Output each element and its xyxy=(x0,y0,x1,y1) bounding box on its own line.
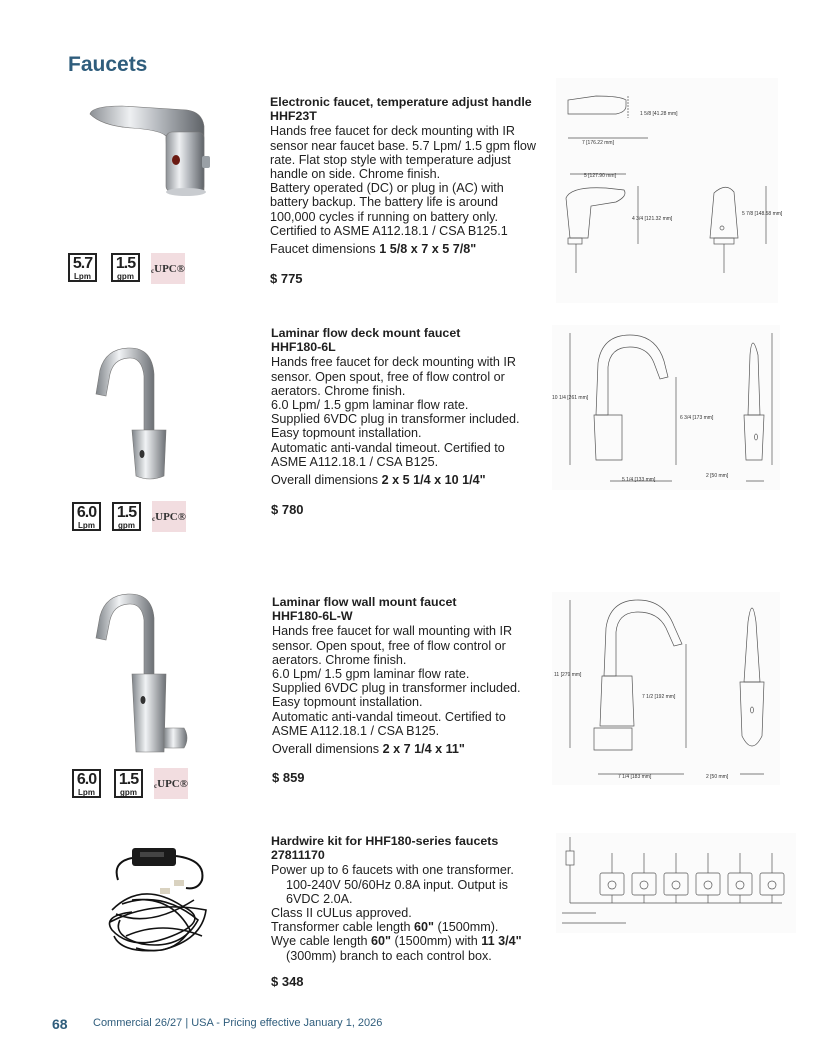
diagram-label: 11 [279 mm] xyxy=(554,672,582,678)
product-image-hhf180-6l-w xyxy=(86,588,196,760)
diagram-label: 7 [176.22 mm] xyxy=(582,140,614,146)
diagram-label: 5 1/4 [133 mm] xyxy=(622,477,656,483)
dimension-diagram-hhf180-6l xyxy=(552,325,780,490)
description-line: Class II cULus approved. xyxy=(271,906,412,921)
product-image-hardwire-kit xyxy=(102,840,214,960)
diagram-label: 10 1/4 [261 mm] xyxy=(552,395,589,401)
wye-cable-line: Wye cable length 60" (1500mm) with 11 3/4" xyxy=(271,934,522,949)
flow-rate-gpm-badge: 1.5 gpm xyxy=(111,253,140,282)
flow-rate-lpm-badge: 6.0 Lpm xyxy=(72,502,101,531)
description-line: 6VDC 2.0A. xyxy=(286,891,353,906)
wye-cable-line-2: (300mm) branch to each control box. xyxy=(286,948,492,963)
product-name: Laminar flow deck mount faucet xyxy=(271,326,461,340)
upc-cert-badge: c UPC® xyxy=(151,253,185,284)
flow-rate-lpm-badge: 5.7 Lpm xyxy=(68,253,97,282)
page-number: 68 xyxy=(52,1016,68,1032)
diagram-label: 2 [50 mm] xyxy=(706,774,729,780)
product-description: Hands free faucet for deck mounting with IR sensor near faucet base. 5.7 Lpm/ 1.5 gpm flow rate. Flat stop style with temperature adjust handle on side. Chrome finish. Battery operated (DC) or plug in (AC) with battery backup. The battery life is around 100,000 cycles if running on battery only. Certified to ASME A112.18.1 / CSA B125.1 xyxy=(270,124,537,238)
diagram-label: 6 3/4 [173 mm] xyxy=(680,415,714,421)
diagram-label: 2 [50 mm] xyxy=(706,473,729,479)
diagram-label: 7 1/2 [192 mm] xyxy=(642,694,676,700)
product-price: $ 859 xyxy=(272,770,305,785)
diagram-label: 4 3/4 [121.32 mm] xyxy=(632,216,673,222)
upc-cert-badge: c UPC® xyxy=(154,768,188,799)
description-line: 100-240V 50/60Hz 0.8A input. Output is xyxy=(286,877,508,892)
product-info-hhf23t xyxy=(270,95,560,256)
product-name: Hardwire kit for HHF180-series faucets xyxy=(271,834,499,848)
diagram-label: 1 5/8 [41.28 mm] xyxy=(640,111,678,117)
product-description: Hands free faucet for wall mounting with IR sensor. Open spout, free of flow control or aerators. Chrome finish. 6.0 Lpm/ 1.5 gpm laminar flow rate. Supplied 6VDC plug in transformer included. Easy topmount installation. Automatic anti-vandal timeout. Certified to ASME A112.18.1 / CSA B125. xyxy=(272,624,521,738)
flow-rate-gpm-badge: 1.5 gpm xyxy=(114,769,143,798)
product-model: 27811170 xyxy=(271,848,325,863)
product-info-hhf180-6l xyxy=(271,326,561,487)
flow-rate-lpm-badge: 6.0 Lpm xyxy=(72,769,101,798)
diagram-label: 7 1/4 [183 mm] xyxy=(618,774,652,780)
product-dimensions: Faucet dimensions 1 5/8 x 7 x 5 7/8" xyxy=(270,242,477,257)
flow-rate-gpm-badge: 1.5 gpm xyxy=(112,502,141,531)
product-name: Laminar flow wall mount faucet xyxy=(272,595,457,609)
upc-cert-badge: c UPC® xyxy=(152,501,186,532)
footer-text: Commercial 26/27 | USA - Pricing effective January 1, 2026 xyxy=(93,1017,383,1029)
product-dimensions: Overall dimensions 2 x 5 1/4 x 10 1/4" xyxy=(271,473,486,488)
diagram-label: 5 [127.90 mm] xyxy=(584,173,616,179)
product-model: HHF180-6L xyxy=(271,340,336,355)
wiring-diagram-hardwire-kit xyxy=(556,833,796,933)
product-image-hhf23t xyxy=(62,92,252,242)
product-price: $ 780 xyxy=(271,502,304,517)
page-title: Faucets xyxy=(68,53,148,76)
product-name: Electronic faucet, temperature adjust handle xyxy=(270,95,532,109)
product-info-hardwire-kit xyxy=(271,834,561,963)
product-price: $ 775 xyxy=(270,271,303,286)
diagram-label: 5 7/8 [148.58 mm] xyxy=(742,211,783,217)
product-image-hhf180-6l xyxy=(86,340,190,490)
product-model: HHF23T xyxy=(270,109,317,124)
product-info-hhf180-6l-w xyxy=(272,595,562,756)
product-description: Hands free faucet for deck mounting with IR sensor. Open spout, free of flow control or aerators. Chrome finish. 6.0 Lpm/ 1.5 gpm laminar flow rate. Supplied 6VDC plug in transformer included. Easy topmount installation. Automatic anti-vandal timeout. Certified to ASME A112.18.1 / CSA B125. xyxy=(271,355,520,469)
description-line: Power up to 6 faucets with one transformer. xyxy=(271,863,514,878)
product-model: HHF180-6L-W xyxy=(272,609,353,624)
product-dimensions: Overall dimensions 2 x 7 1/4 x 11" xyxy=(272,742,465,757)
product-price: $ 348 xyxy=(271,974,304,989)
transformer-cable-line: Transformer cable length 60" (1500mm). xyxy=(271,920,499,935)
dimension-diagram-hhf23t xyxy=(556,78,783,303)
dimension-diagram-hhf180-6l-w xyxy=(552,592,780,785)
